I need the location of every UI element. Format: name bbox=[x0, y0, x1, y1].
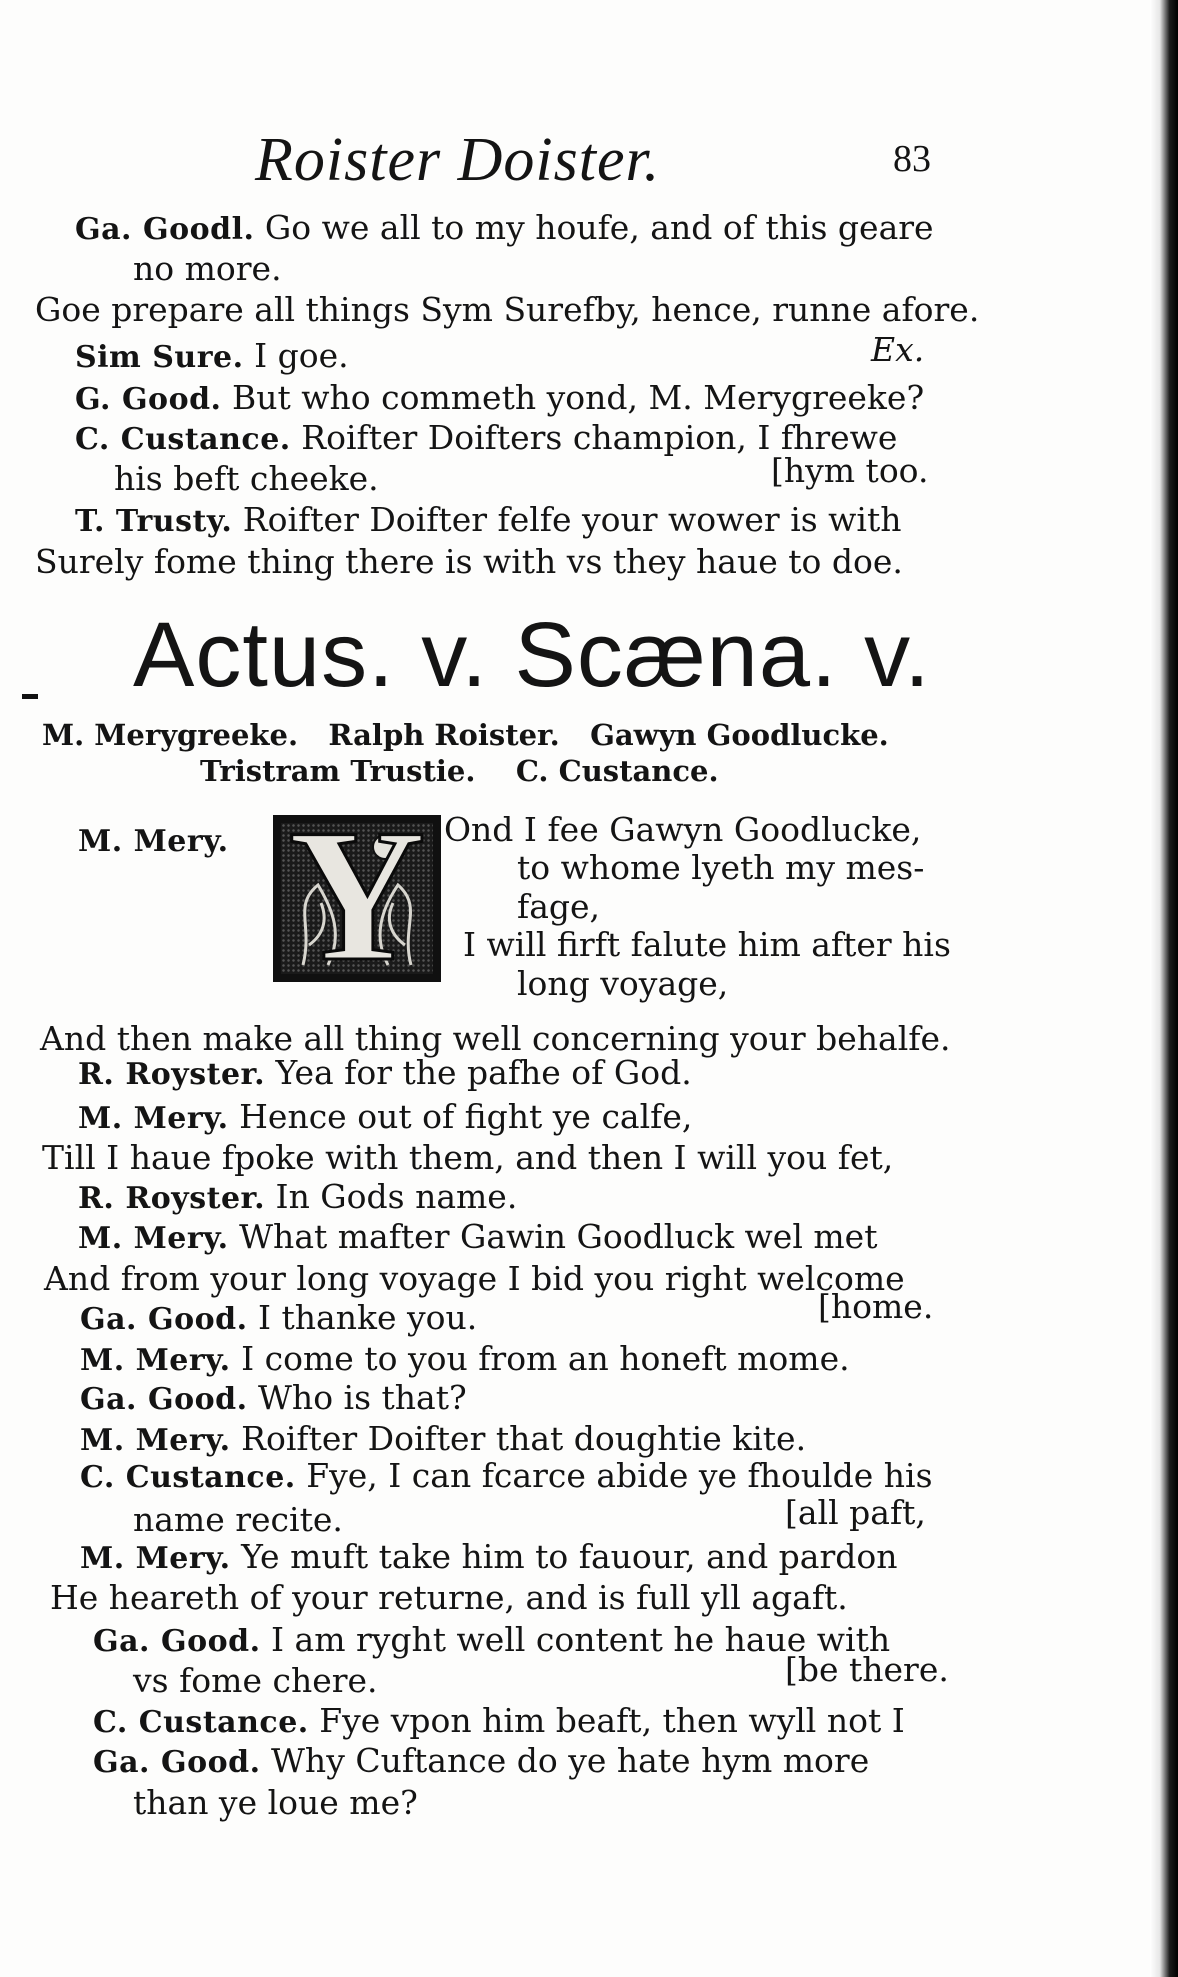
dialogue-line: C. Custance. Fye vpon him beaft, then wyll not I bbox=[93, 1701, 905, 1740]
turnover: [hym too. bbox=[771, 451, 929, 490]
dialogue-line: And from your long voyage I bid you right welcome bbox=[44, 1259, 905, 1298]
cast-line bbox=[200, 754, 719, 788]
speaker: M. Mery. bbox=[78, 1221, 229, 1256]
scene-heading: Actus. v. Scæna. v. bbox=[133, 604, 931, 706]
speaker: M. Mery. bbox=[80, 1423, 231, 1458]
dialogue-line: Ga. Good. Who is that? bbox=[80, 1378, 467, 1417]
speaker: C. Custance. bbox=[80, 1460, 296, 1495]
speaker: M. Mery. bbox=[78, 824, 229, 859]
speaker: M. Mery. bbox=[80, 1343, 231, 1378]
stage-direction: Ex. bbox=[871, 330, 925, 369]
dialogue-line: Ga. Good. I thanke you. bbox=[80, 1298, 478, 1337]
dialogue-line: Ond I fee Gawyn Goodlucke, bbox=[444, 810, 922, 849]
decorated-initial bbox=[273, 791, 441, 1001]
cast-line bbox=[42, 718, 889, 752]
dialogue-line: Ga. Good. I am ryght well content he haue with bbox=[93, 1620, 891, 1659]
speaker: G. Good. bbox=[75, 382, 222, 417]
speaker: Ga. Good. bbox=[80, 1382, 248, 1417]
page-number: 83 bbox=[893, 138, 931, 180]
dialogue-line: fage, bbox=[517, 887, 601, 926]
dialogue-line: Surely fome thing there is with vs they haue to doe. bbox=[35, 542, 903, 581]
speaker: Ga. Goodl. bbox=[75, 212, 255, 247]
dialogue-line: long voyage, bbox=[517, 964, 729, 1003]
turnover: [home. bbox=[818, 1287, 934, 1326]
speaker: Ga. Good. bbox=[93, 1624, 261, 1659]
dialogue-line: And then make all thing well concerning your behalfe. bbox=[40, 1019, 951, 1058]
dialogue-line: Goe prepare all things Sym Surefby, hence, runne afore. bbox=[35, 290, 980, 329]
speaker: C. Custance. bbox=[75, 422, 291, 457]
dialogue-line: He heareth of your returne, and is full yll agaft. bbox=[50, 1578, 848, 1617]
dialogue-line: C. Custance. Roifter Doifters champion, I fhrewe bbox=[75, 418, 898, 457]
dialogue-line: Ga. Good. Why Cuftance do ye hate hym more bbox=[93, 1741, 870, 1780]
cast-member: Gawyn Goodlucke. bbox=[590, 718, 889, 752]
speaker: R. Royster. bbox=[78, 1057, 266, 1092]
turnover: [be there. bbox=[785, 1650, 949, 1689]
dialogue-line: M. Mery. I come to you from an honeft mome. bbox=[80, 1339, 850, 1378]
dialogue-line: M. Mery. What mafter Gawin Goodluck wel met bbox=[78, 1217, 878, 1256]
dialogue-line: name recite. bbox=[133, 1500, 343, 1539]
dialogue-line: C. Custance. Fye, I can fcarce abide ye fhoulde his bbox=[80, 1456, 933, 1495]
dialogue-line: R. Royster. Yea for the pafhe of God. bbox=[78, 1053, 692, 1092]
cast-member: Ralph Roister. bbox=[328, 718, 560, 752]
turnover: [all paft, bbox=[785, 1493, 926, 1532]
dialogue-line: M. Mery. Ye muft take him to fauour, and pardon bbox=[80, 1537, 898, 1576]
dialogue-line: his beft cheeke. bbox=[114, 459, 379, 498]
speaker: Ga. Good. bbox=[80, 1302, 248, 1337]
dialogue-line: Till I haue fpoke with them, and then I will you fet, bbox=[42, 1138, 894, 1177]
cast-member: Tristram Trustie. bbox=[200, 754, 476, 788]
speaker: M. Mery. bbox=[80, 1541, 231, 1576]
cast-member: M. Merygreeke. bbox=[42, 718, 299, 752]
dialogue-line: M. Mery. Hence out of fight ye calfe, bbox=[78, 1097, 693, 1136]
dialogue-line: I will firft falute him after his bbox=[463, 925, 951, 964]
speaker: Ga. Good. bbox=[93, 1745, 261, 1780]
dialogue-line bbox=[78, 820, 229, 862]
dialogue-line: no more. bbox=[133, 249, 282, 288]
speaker: M. Mery. bbox=[78, 1101, 229, 1136]
running-head: Roister Doister. bbox=[255, 126, 661, 194]
speaker: R. Royster. bbox=[78, 1181, 266, 1216]
dialogue-line: G. Good. But who commeth yond, M. Merygreeke? bbox=[75, 378, 925, 417]
dialogue-line: than ye loue me? bbox=[133, 1783, 418, 1822]
dialogue-line: T. Trusty. Roifter Doifter felfe your wower is with bbox=[75, 500, 902, 539]
cast-member: C. Custance. bbox=[515, 754, 719, 788]
dialogue-line: to whome lyeth my mes- bbox=[517, 848, 925, 887]
dialogue-line: M. Mery. Roifter Doifter that doughtie kite. bbox=[80, 1419, 807, 1458]
initial-letter: Y bbox=[288, 791, 426, 1001]
dialogue-line: vs fome chere. bbox=[133, 1661, 378, 1700]
dialogue-line: R. Royster. In Gods name. bbox=[78, 1177, 518, 1216]
margin-mark bbox=[22, 694, 38, 699]
speaker: Sim Sure. bbox=[75, 340, 244, 375]
speaker: C. Custance. bbox=[93, 1705, 309, 1740]
page-edge-shadow bbox=[1150, 0, 1178, 1977]
dialogue-line: Ga. Goodl. Go we all to my houfe, and of this geare bbox=[75, 208, 934, 247]
speaker: T. Trusty. bbox=[75, 504, 233, 539]
dialogue-line: Sim Sure. I goe. bbox=[75, 336, 349, 375]
